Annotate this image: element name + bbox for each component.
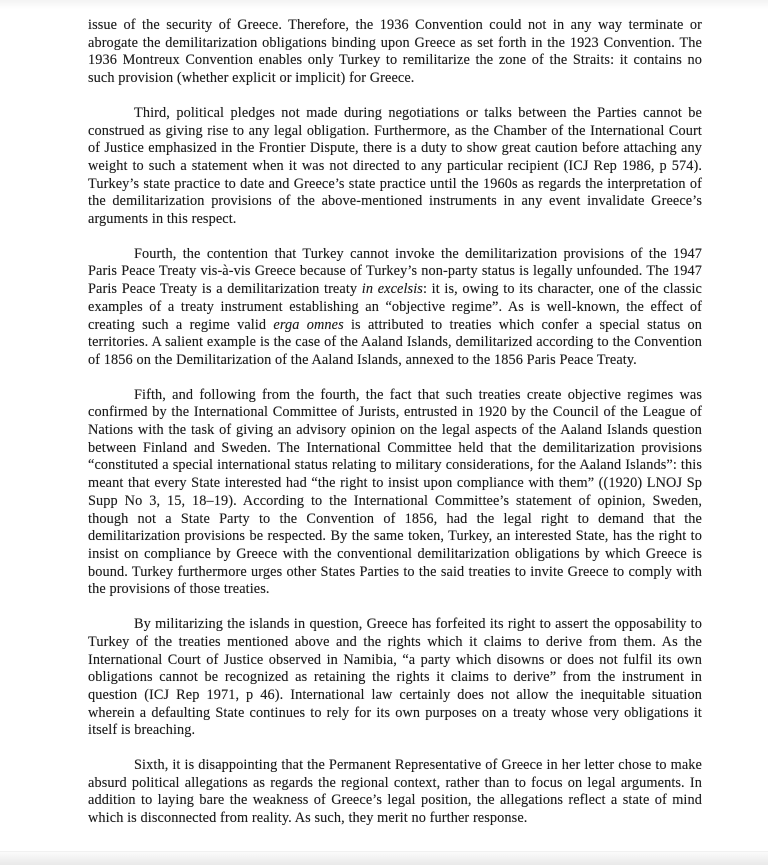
paragraph [88, 246, 702, 370]
text-run: Sixth, it is disappointing that the Permanent Representative of Greece in her letter chose to make absurd political allegations as regards the regional context, rather than to focus on legal arguments. In addition to laying bare the weakness of Greece’s legal position, the allegations reflect a state of mind which is disconnected from reality. As such, they merit no further response. [88, 757, 702, 827]
text-run: Fourth, the contention that Turkey cannot invoke the demilitarization provisions of the 1947 Paris Peace Treaty vis-à-vis Greece because of Turkey’s non-party status is legally unfounded. The 1947 Paris Peace Treaty is a demilitarization treaty [88, 245, 702, 298]
text-run: Fifth, and following from the fourth, the fact that such treaties create objective regimes was confirmed by the International Committee of Jurists, entrusted in 1920 by the Council of the League of Nations with the task of giving an advisory opinion on the legal aspects of the Aaland Islands question between Finland and Sweden. The International Committee held that the demilitarization provisions “constituted a special international status relating to military considerations, for the Aaland Islands”: this meant that every State interested had “the right to insist upon compliance with them” ((1920) LNOJ Sp Supp No 3, 15, 18–19). According to the International Committee’s statement of opinion, Sweden, though not a State Party to the Convention of 1856, had the legal right to demand that the demilitarization provisions be respected. By the same token, Turkey, an interested State, has the right to insist on compliance by Greece with the conventional demilitarization obligations by which Greece is bound. Turkey furthermore urges other States Parties to the said treaties to invite Greece to comply with the provisions of those treaties. [88, 386, 702, 598]
paragraph [88, 17, 702, 88]
paragraph [88, 387, 702, 599]
paragraph [88, 757, 702, 828]
text-run: is attributed to treaties which confer a special status on territories. A salient example is the case of the Aaland Islands, demilitarized according to the Convention of 1856 on the Demilitarization of the Aaland Islands, annexed to the 1856 Paris Peace Treaty. [88, 316, 702, 368]
italic-text-run: in excelsis [361, 281, 423, 298]
text-run: issue of the security of Greece. Therefore, the 1936 Convention could not in any way terminate or abrogate the demilitarization obligations binding upon Greece as set forth in the 1923 Convention. The 1936 Montreux Convention enables only Turkey to remilitarize the zone of the Straits: it contains no such provision (whether explicit or implicit) for Greece. [88, 17, 702, 87]
text-run: : it is, owing to its character, one of the classic examples of a treaty instrument establishing an “objective regime”. As is well-known, the effect of creating such a regime valid [88, 281, 703, 333]
text-run: By militarizing the islands in question, Greece has forfeited its right to assert the opposability to Turkey of the treaties mentioned above and the rights which it claims to derive from them. As the International Court of Justice observed in Namibia, “a party which disowns or does not fulfil its own obligations cannot be recognized as retaining the rights it claims to derive” from the instrument in question (ICJ Rep 1971, p 46). International law certainly does not allow the inequitable situation wherein a defaulting State continues to rely for its own purposes on a treaty whose very obligations it itself is breaching. [88, 616, 702, 739]
paragraph [88, 616, 702, 740]
text-run: Third, political pledges not made during negotiations or talks between the Parties cannot be construed as giving rise to any legal obligation. Furthermore, as the Chamber of the International Court of Justice emphasized in the Frontier Dispute, there is a duty to show great caution before attaching any weight to such a statement when it was not directed to any particular recipient (ICJ Rep 1986, p 574). Turkey’s state practice to date and Greece’s state practice until the 1960s as regards the interpretation of the demilitarization provisions of the above-mentioned instruments in any event invalidate Greece’s arguments in this respect. [88, 104, 702, 228]
italic-text-run: erga omnes [273, 316, 344, 333]
paragraph [88, 105, 702, 229]
